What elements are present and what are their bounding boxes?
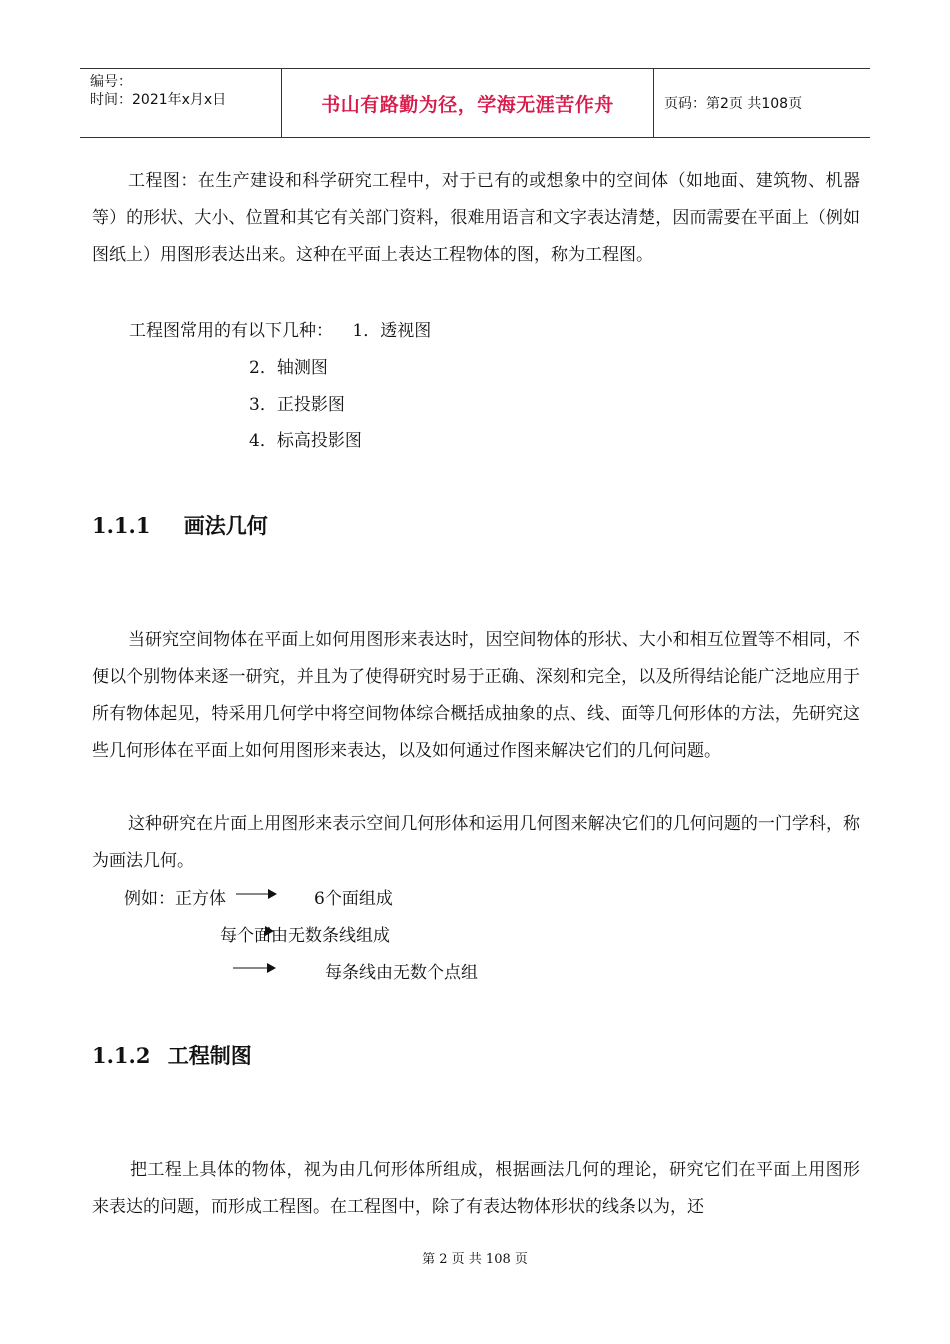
example-label: 例如：正方体 <box>124 889 226 909</box>
section1-paragraph-2: 这种研究在片面上用图形来表示空间几何形体和运用几何图来解决它们的几何问题的一门学科，称为画法几何。 <box>92 814 860 871</box>
section1-paragraph-1: 当研究空间物体在平面上如何用图形来表达时，因空间物体的形状、大小和相互位置等不相同，不便以个别物体来逐一研究，并且为了使得研究时易于正确、深刻和完全，以及所得结论能广泛地应用于所有物体起见，特采用几何学中将空间物体综合概括成抽象的点、线、面等几何形体的方法，先研究这些几何形体在平面上如何用图形来表达，以及如何通过作图来解决它们的几何问题。 <box>92 630 860 761</box>
list-item-2: 2．轴测图 <box>249 358 328 378</box>
example-item-2: 每个面由无数条线组成 <box>220 926 390 946</box>
section2-paragraph-1: 把工程上具体的物体，视为由几何形体所组成，根据画法几何的理论，研究它们在平面上用图形来表达的问题，而形成工程图。在工程图中，除了有表达物体形状的线条以为，还 <box>92 1160 860 1217</box>
section-heading-1 <box>92 510 268 540</box>
serial-number-label: 编号： <box>90 74 132 90</box>
header-motto: 书山有路勤为径，学海无涯苦作舟 <box>321 93 614 116</box>
page-footer: 第 2 页 共 108 页 <box>422 1252 528 1267</box>
list-lead-text: 工程图常用的有以下几种： <box>129 321 333 341</box>
page-header <box>80 68 870 138</box>
section-heading-2 <box>92 1040 252 1070</box>
header-motto-cell <box>282 69 654 137</box>
section-number-1: 1.1.1 <box>92 513 151 538</box>
header-page-code: 页码：第2页 共108页 <box>664 96 803 112</box>
header-meta-cell <box>80 69 282 137</box>
intro-paragraph: 工程图：在生产建设和科学研究工程中，对于已有的或想象中的空间体（如地面、建筑物、机器等）的形状、大小、位置和其它有关部门资料，很难用语言和文字表达清楚，因而需要在平面上（例如图纸上）用图形表达出来。这种在平面上表达工程物体的图，称为工程图。 <box>92 171 860 265</box>
list-lead <box>129 316 431 341</box>
list-item-3: 3．正投影图 <box>249 395 345 415</box>
list-item-1: 1．透视图 <box>352 321 432 341</box>
example-item-3: 每条线由无数个点组 <box>325 963 478 983</box>
arrow-right-icon <box>233 961 279 975</box>
example-item-1: 6个面组成 <box>314 889 393 909</box>
section-number-2: 1.1.2 <box>92 1043 151 1068</box>
date-label: 时间：2021年x月x日 <box>90 92 227 108</box>
list-item-4: 4．标高投影图 <box>249 431 362 451</box>
arrow-right-icon <box>236 887 278 901</box>
section-title-2: 工程制图 <box>167 1043 252 1068</box>
header-page-cell <box>654 69 870 137</box>
section-title-1: 画法几何 <box>183 513 268 538</box>
